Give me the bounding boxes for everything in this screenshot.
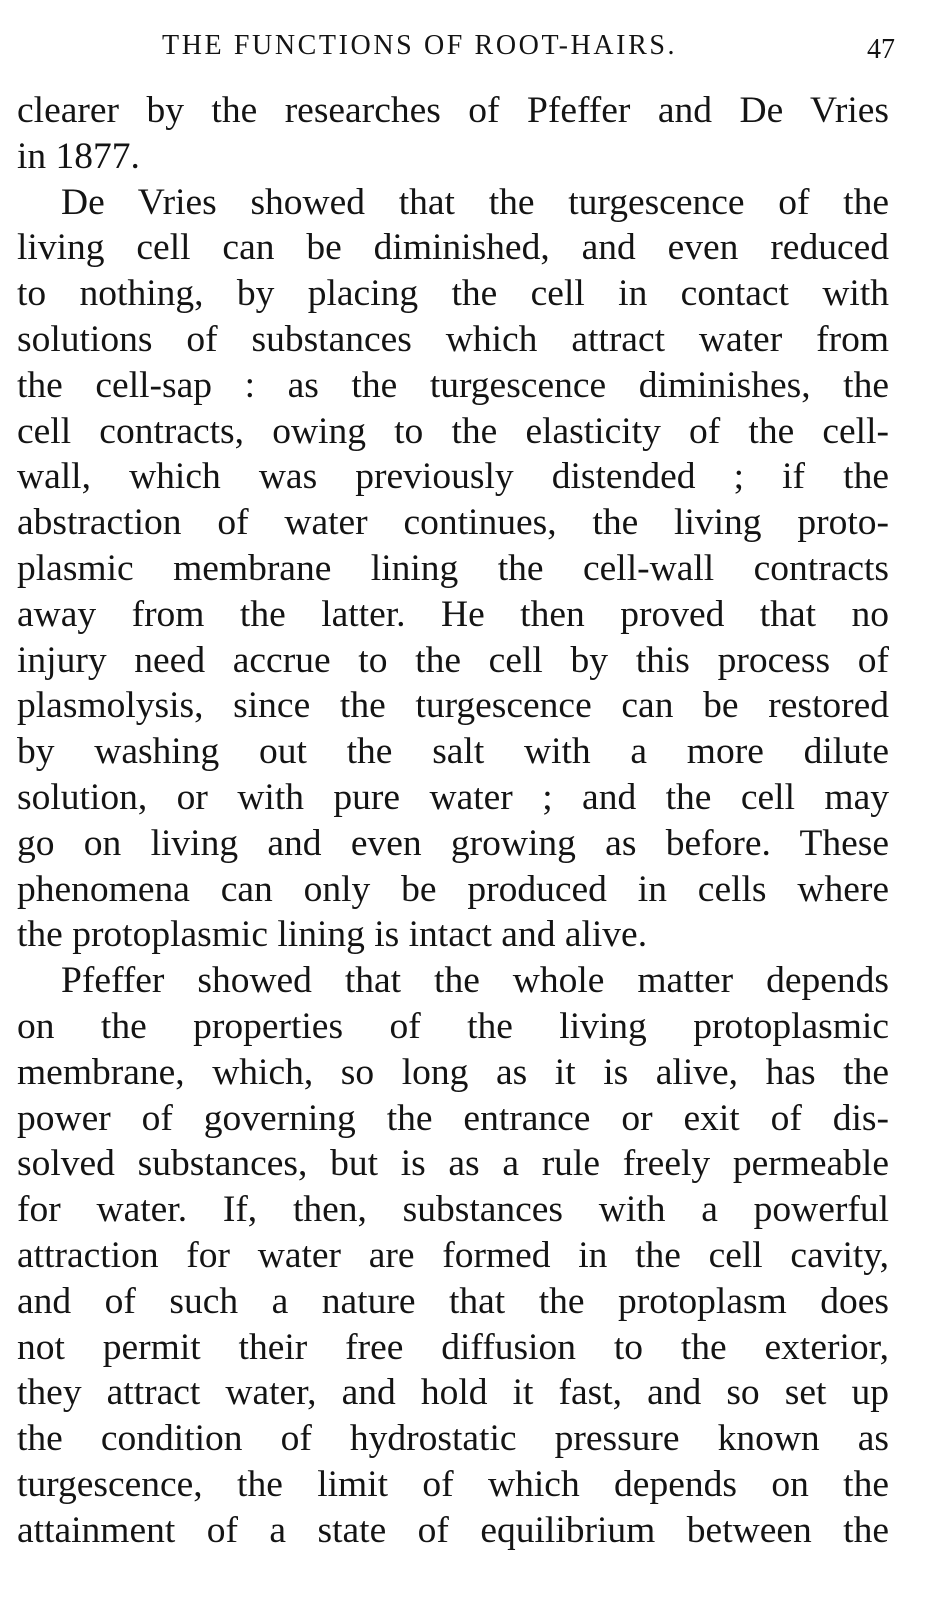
text-line: abstraction of water continues, the living proto-	[17, 502, 889, 544]
text-line: the protoplasmic lining is intact and alive.	[17, 914, 648, 956]
running-title: THE FUNCTIONS OF ROOT-HAIRS.	[162, 30, 678, 61]
text-line: wall, which was previously distended ; if the	[17, 456, 889, 498]
paragraph-continuation	[17, 88, 889, 180]
text-line: the cell-sap : as the turgescence diminishes, the	[17, 364, 889, 406]
text-line: cell contracts, owing to the elasticity of the cell-	[17, 410, 889, 452]
paragraph-pfeffer	[17, 958, 889, 1553]
text-line: living cell can be diminished, and even reduced	[17, 227, 889, 269]
text-line: clearer by the researches of Pfeffer and De Vries	[17, 90, 889, 131]
text-line: go on living and even growing as before. These	[17, 822, 889, 864]
text-line: plasmic membrane lining the cell-wall contracts	[17, 547, 889, 589]
text-line: phenomena can only be produced in cells where	[17, 868, 889, 910]
text-line: in 1877.	[17, 135, 140, 177]
page-number: 47	[867, 34, 895, 65]
text-line: on the properties of the living protoplasmic	[17, 1005, 889, 1047]
body-text	[17, 88, 889, 1554]
text-line: and of such a nature that the protoplasm does	[17, 1280, 889, 1322]
text-line: injury need accrue to the cell by this process of	[17, 639, 889, 681]
text-line: solved substances, but is as a rule freely permeable	[17, 1143, 889, 1185]
text-line: by washing out the salt with a more dilute	[17, 731, 889, 773]
text-line: solutions of substances which attract water from	[17, 318, 889, 360]
text-line: turgescence, the limit of which depends on the	[17, 1463, 889, 1505]
text-line: away from the latter. He then proved that no	[17, 593, 889, 635]
text-line: plasmolysis, since the turgescence can be restored	[17, 685, 889, 727]
text-line: De Vries showed that the turgescence of the	[61, 181, 889, 223]
text-line: solution, or with pure water ; and the cell may	[17, 776, 889, 818]
text-line: attraction for water are formed in the cell cavity,	[17, 1234, 889, 1276]
text-line: Pfeffer showed that the whole matter depends	[61, 960, 889, 1002]
text-line: power of governing the entrance or exit of dis-	[17, 1097, 889, 1139]
text-line: not permit their free diffusion to the exterior,	[17, 1326, 889, 1368]
text-line: attainment of a state of equilibrium between the	[17, 1509, 889, 1551]
text-line: membrane, which, so long as it is alive, has the	[17, 1051, 889, 1093]
text-line: to nothing, by placing the cell in contact with	[17, 273, 889, 315]
text-line: the condition of hydrostatic pressure known as	[17, 1418, 889, 1460]
running-head	[0, 26, 951, 66]
text-line: for water. If, then, substances with a powerful	[17, 1189, 889, 1231]
text-line: they attract water, and hold it fast, and so set up	[17, 1372, 889, 1414]
paragraph-de-vries	[17, 180, 889, 959]
